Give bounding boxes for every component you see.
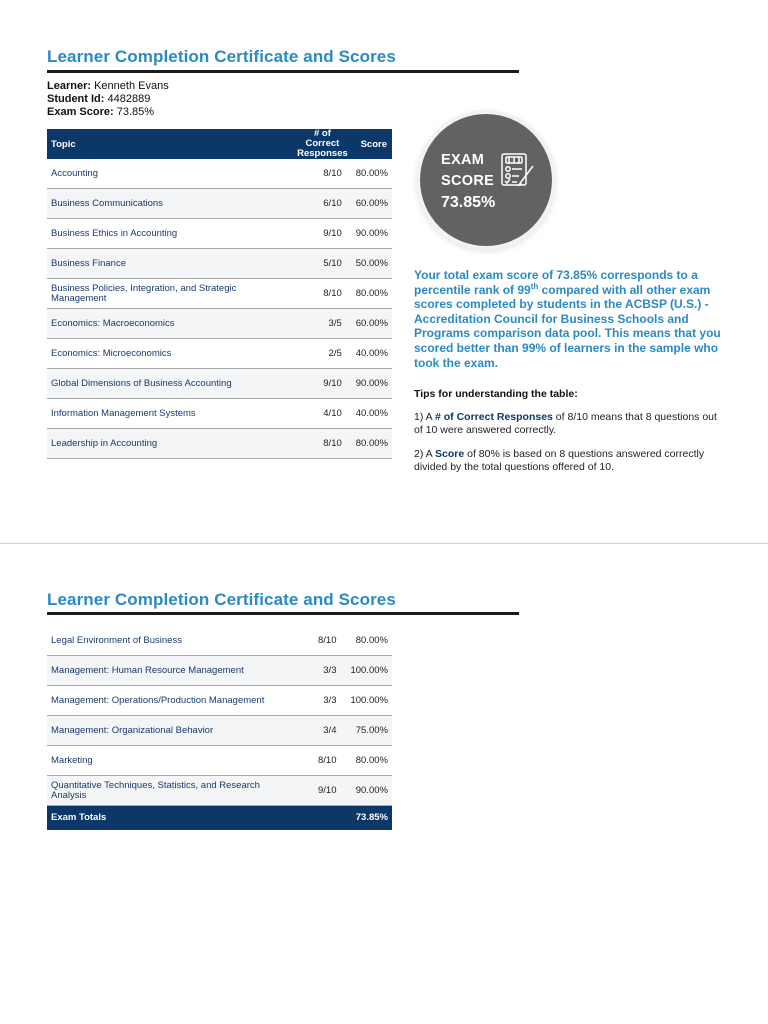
totals-responses [294, 806, 346, 831]
row-score: 60.00% [352, 189, 392, 219]
tip-2-prefix: 2) A [414, 448, 436, 460]
learner-info [47, 80, 169, 119]
tip-1 [414, 411, 724, 436]
exam-score-row [47, 106, 169, 119]
table-row [47, 249, 392, 279]
row-score: 90.00% [352, 369, 392, 399]
table-row [47, 776, 392, 806]
row-topic: Marketing [47, 746, 294, 776]
student-id-row [47, 93, 169, 106]
row-responses: 3/3 [294, 686, 346, 716]
tip-1-bold: # of Correct Responses [435, 411, 553, 423]
certificate-page-2 [0, 544, 768, 1024]
row-score: 90.00% [346, 776, 392, 806]
row-topic: Business Finance [47, 249, 293, 279]
row-score: 80.00% [352, 429, 392, 459]
row-responses: 6/10 [293, 189, 352, 219]
table-row [47, 656, 392, 686]
header-score: Score [352, 129, 392, 159]
table-row [47, 309, 392, 339]
row-responses: 8/10 [293, 429, 352, 459]
tip-2 [414, 448, 724, 473]
title-divider [47, 70, 519, 73]
scores-table-continued [47, 626, 392, 830]
row-score: 80.00% [346, 626, 392, 656]
row-topic: Economics: Macroeconomics [47, 309, 293, 339]
row-responses: 8/10 [293, 279, 352, 309]
table-row [47, 369, 392, 399]
table-row [47, 219, 392, 249]
table-row [47, 159, 392, 189]
table-row [47, 189, 392, 219]
row-score: 60.00% [352, 309, 392, 339]
row-topic: Leadership in Accounting [47, 429, 293, 459]
summary-sup: th [530, 281, 539, 291]
row-topic: Management: Operations/Production Management [47, 686, 294, 716]
table-row [47, 746, 392, 776]
row-responses: 8/10 [293, 159, 352, 189]
exam-totals-row [47, 806, 392, 831]
row-score: 40.00% [352, 399, 392, 429]
exam-checklist-icon [500, 152, 536, 193]
table-row [47, 339, 392, 369]
student-id-label: Student Id: [47, 93, 105, 105]
row-topic: Legal Environment of Business [47, 626, 294, 656]
learner-name: Kenneth Evans [94, 80, 169, 92]
header-responses-line1: # of Correct [305, 128, 340, 149]
badge-score-value: 73.85% [441, 194, 496, 211]
row-score: 80.00% [352, 279, 392, 309]
row-responses: 9/10 [293, 219, 352, 249]
header-responses [293, 129, 352, 159]
table-row [47, 686, 392, 716]
row-score: 100.00% [346, 656, 392, 686]
row-responses: 2/5 [293, 339, 352, 369]
row-responses: 9/10 [294, 776, 346, 806]
row-score: 40.00% [352, 339, 392, 369]
tip-1-text: of 8/10 means that 8 questions out of 10 were answered correctly. [414, 411, 717, 436]
table-row [47, 279, 392, 309]
tip-2-bold: Score [435, 448, 465, 460]
row-topic: Global Dimensions of Business Accounting [47, 369, 293, 399]
row-responses: 3/4 [294, 716, 346, 746]
table-row [47, 626, 392, 656]
title-divider [47, 612, 519, 615]
row-score: 75.00% [346, 716, 392, 746]
row-topic: Accounting [47, 159, 293, 189]
totals-label: Exam Totals [47, 806, 294, 831]
table-header-row [47, 129, 392, 159]
badge-label-exam: EXAM [441, 152, 485, 168]
row-score: 100.00% [346, 686, 392, 716]
totals-score: 73.85% [346, 806, 392, 831]
row-responses: 3/3 [294, 656, 346, 686]
exam-score-label: Exam Score: [47, 106, 114, 118]
exam-score: 73.85% [116, 106, 155, 118]
summary-part2: compared with all other exam scores completed by students in the ACBSP (U.S.) - Accreditation Council for Business Schools and Programs comparison data pool. This means that you scored better than 99% of learners in the sample who took the exam. [414, 282, 721, 370]
row-topic: Management: Organizational Behavior [47, 716, 294, 746]
row-responses: 9/10 [293, 369, 352, 399]
exam-score-badge [420, 114, 552, 246]
summary-part1: Your total exam score of 73.85% corresponds to a percentile rank of 99 [414, 268, 698, 297]
row-topic: Business Policies, Integration, and Strategic Management [47, 279, 293, 309]
row-responses: 5/10 [293, 249, 352, 279]
percentile-summary [414, 268, 724, 370]
row-responses: 8/10 [294, 746, 346, 776]
badge-label-score: SCORE [441, 173, 495, 189]
table-row [47, 716, 392, 746]
row-topic: Information Management Systems [47, 399, 293, 429]
tip-1-prefix: 1) A [414, 411, 436, 423]
row-topic: Business Communications [47, 189, 293, 219]
page-title: Learner Completion Certificate and Scores [47, 47, 396, 66]
student-id: 4482889 [107, 93, 151, 105]
header-topic: Topic [47, 129, 293, 159]
table-row [47, 399, 392, 429]
row-topic: Quantitative Techniques, Statistics, and Research Analysis [47, 776, 294, 806]
learner-name-label: Learner: [47, 80, 92, 92]
row-score: 90.00% [352, 219, 392, 249]
header-responses-line2: Responses [297, 148, 348, 159]
row-score: 80.00% [346, 746, 392, 776]
page-title: Learner Completion Certificate and Scores [47, 590, 396, 609]
table-row [47, 429, 392, 459]
row-topic: Business Ethics in Accounting [47, 219, 293, 249]
tip-2-text: of 80% is based on 8 questions answered correctly divided by the total questions offered of 10. [414, 448, 705, 473]
row-topic: Economics: Microeconomics [47, 339, 293, 369]
row-score: 80.00% [352, 159, 392, 189]
row-topic: Management: Human Resource Management [47, 656, 294, 686]
scores-table [47, 129, 392, 459]
row-score: 50.00% [352, 249, 392, 279]
row-responses: 4/10 [293, 399, 352, 429]
tips-heading: Tips for understanding the table: [414, 388, 578, 400]
row-responses: 8/10 [294, 626, 346, 656]
learner-name-row [47, 80, 169, 93]
row-responses: 3/5 [293, 309, 352, 339]
